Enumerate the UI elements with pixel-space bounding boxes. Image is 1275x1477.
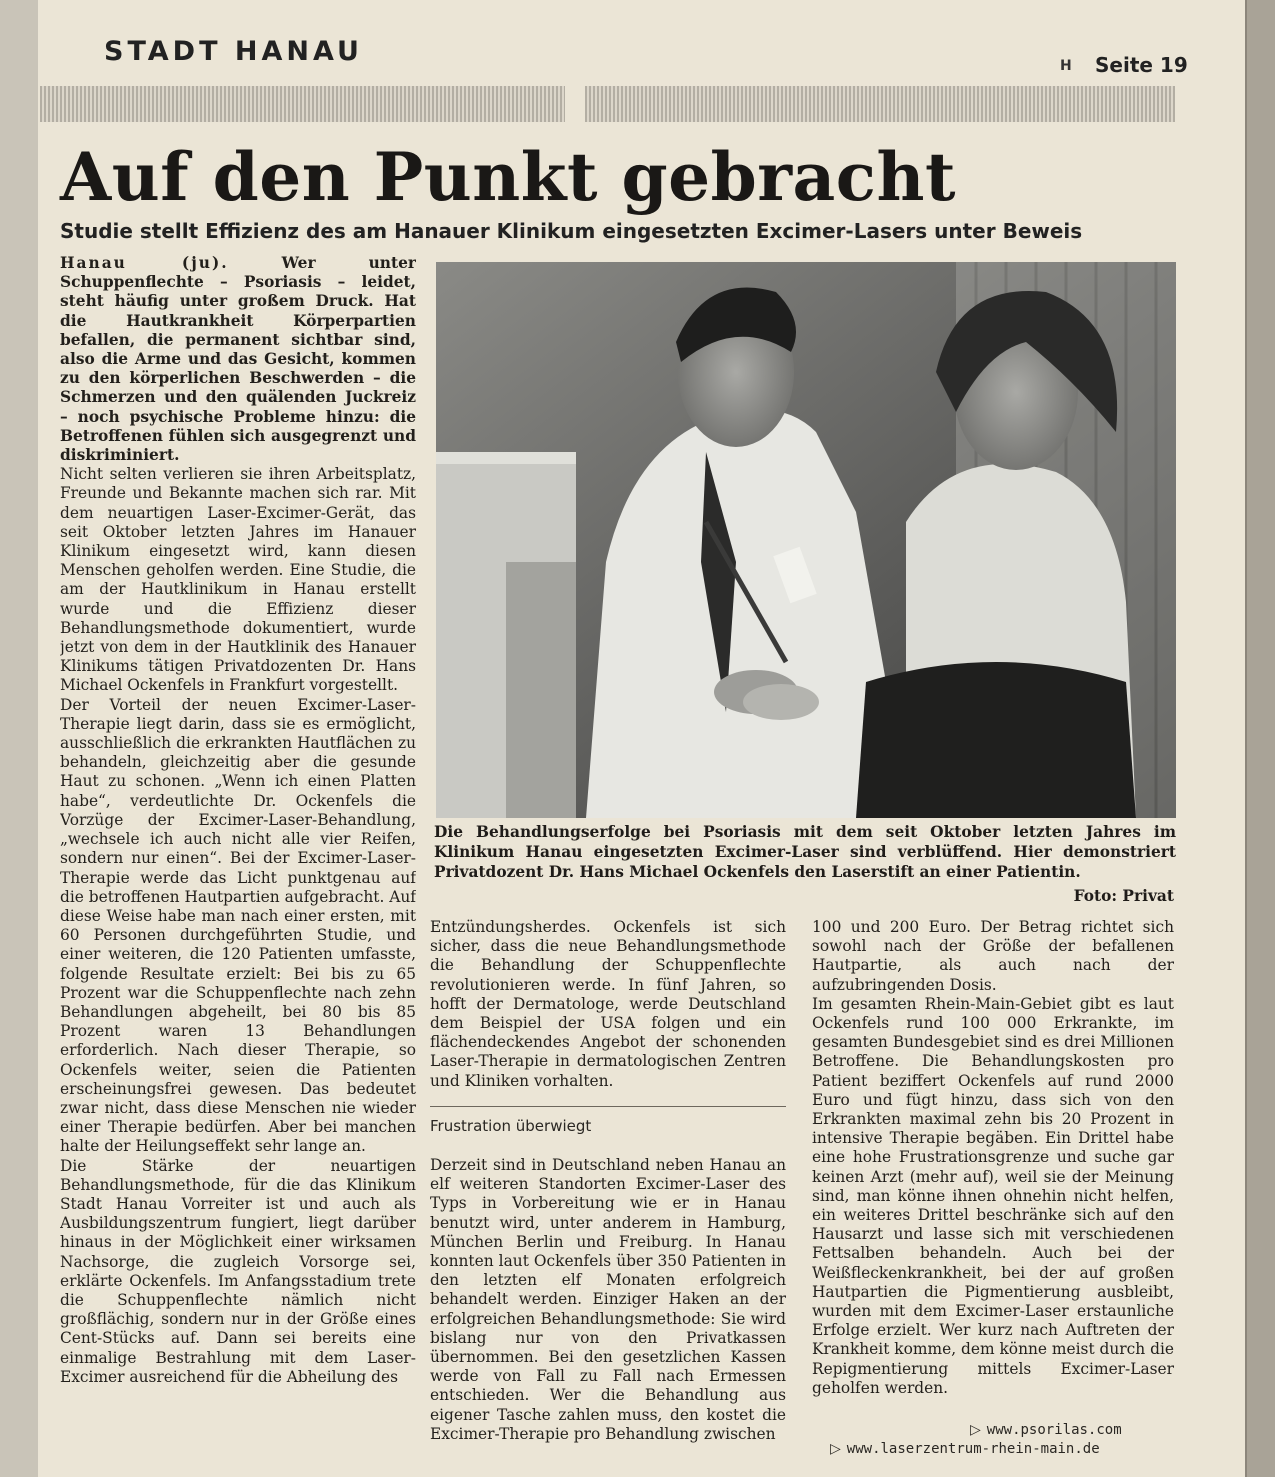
article-column-3 xyxy=(812,918,1174,1398)
paragraph: Nicht selten verlieren sie ihren Arbeitsplatz, Freunde und Bekannte machen sich rar. Mit dem neuartigen Laser-Excimer-Gerät, das seit Oktober letzten Jahres im Hanauer Klinikum eingesetzt wird, kann diesen Menschen geholfen werden. Eine Studie, die am der Hautklinikum in Hanau erstellt wurde und die Effizienz dieser Behandlungsmethode dokumentiert, wurde jetzt von dem in der Hautklinik des Hanauer Klinikums tätigen Privatdozenten Dr. Hans Michael Ockenfels in Frankfurt vorgestellt. xyxy=(60,465,416,695)
paragraph: 100 und 200 Euro. Der Betrag richtet sich sowohl nach der Größe der befallenen Hautpartie, als auch nach der aufzubringenden Dosis. xyxy=(812,918,1174,994)
paragraph: Entzündungsherdes. Ockenfels ist sich sicher, dass die neue Behandlungsmethode die Behandlung der Schuppenflechte revolutionieren werde. In fünf Jahren, so hofft der Dermatologe, werde Deutschland dem Beispiel der USA folgen und ein flächendeckendes Angebot der schonenden Laser-Therapie in dermatologischen Zentren und Kliniken vorhalten. xyxy=(430,918,786,1090)
header-rule-right xyxy=(585,86,1175,122)
article-column-1 xyxy=(60,254,416,1464)
dateline: Hanau (ju). xyxy=(60,254,229,272)
arrow-icon: ▷ xyxy=(970,1422,981,1438)
crosshead: Frustration überwiegt xyxy=(430,1106,786,1135)
paragraph: Der Vorteil der neuen Excimer-Laser-Therapie liegt darin, dass sie es ermöglicht, ausschließlich die erkrankten Hautflächen zu behandeln, gleichzeitig aber die gesunde Haut zu schonen. „Wenn ich einen Platten habe“, verdeutlichte Dr. Ockenfels die Vorzüge der Excimer-Laser-Behandlung, „wechsele ich auch nicht alle vier Reifen, sondern nur einen“. Bei der Excimer-Laser-Therapie werde das Licht punktgenau auf die betroffenen Hautpartien aufgebracht. Auf diese Weise habe man nach einer ersten, mit 60 Personen durchgeführten Studie, und einer weiteren, die 120 Patienten umfasste, folgende Resultate erzielt: Bei bis zu 65 Prozent war die Schuppenflechte nach zehn Behandlungen abgeheilt, bei 80 bis 85 Prozent waren 13 Behandlungen erforderlich. Nach dieser Therapie, so Ockenfels weiter, seien die Patienten erscheinungsfrei gewesen. Das bedeutet zwar nicht, dass diese Menschen nie wieder einer Therapie bedürfen. Aber bei manchen halte der Heilungseffekt sehr lange an. xyxy=(60,695,416,1156)
article-column-2-continued xyxy=(430,1156,786,1444)
scan-margin-right xyxy=(1245,0,1275,1477)
link-psorilas[interactable] xyxy=(970,1422,1122,1438)
lead-text: Wer unter Schuppenflechte – Psoriasis – leidet, steht häufig unter großem Druck. Hat die Hautkrankheit Körperpartien befallen, die permanent sichtbar sind, also die Arme und das Gesicht, kommen zu den körperlichen Beschwerden – die Schmerzen und den quälenden Juckreiz – noch psychische Probleme hinzu: die Betroffenen fühlen sich ausgegrenzt und diskriminiert. xyxy=(60,254,416,465)
section-title: STADT HANAU xyxy=(104,36,363,67)
arrow-icon: ▷ xyxy=(830,1441,841,1457)
scan-margin-left xyxy=(0,0,38,1477)
paragraph: Im gesamten Rhein-Main-Gebiet gibt es laut Ockenfels rund 100 000 Erkrankte, im gesamten Bundesgebiet sind es drei Millionen Betroffene. Die Behandlungskosten pro Patient beziffert Ockenfels auf rund 2000 Euro und fügt hinzu, dass sich von den Erkrankten maximal zehn bis 20 Prozent in intensive Therapie begäben. Ein Drittel habe eine hohe Frustrationsgrenze und suche gar keinen Arzt (mehr auf), weil sie der Meinung sind, man könne ihnen ohnehin nicht helfen, ein weiteres Drittel beschränke sich auf den Hausarzt und lasse sich mit verschiedenen Fettsalben behandeln. Auch bei der Weißfleckenkrankheit, bei der auf großen Hautpartien die Pigmentierung ausbleibt, wurden mit dem Excimer-Laser erstaunliche Erfolge erzielt. Wer kurz nach Auftreten der Krankheit komme, dem könne meist durch die Repigmentierung mittels Excimer-Laser geholfen werden. xyxy=(812,994,1174,1397)
photo-caption: Die Behandlungserfolge bei Psoriasis mit dem seit Oktober letzten Jahres im Klinikum Hanau eingesetzten Excimer-Laser sind verblüffend. Hier demonstriert Privatdozent Dr. Hans Michael Ockenfels den Laserstift an einer Patientin. xyxy=(434,823,1176,881)
link-text: www.laserzentrum-rhein-main.de xyxy=(846,1441,1100,1457)
photo-doctor-and-patient xyxy=(436,262,1176,818)
photo-credit: Foto: Privat xyxy=(1073,887,1174,905)
article-column-2 xyxy=(430,918,786,1091)
edition-mark: H xyxy=(1060,58,1072,74)
paragraph: Die Stärke der neuartigen Behandlungsmethode, für die das Klinikum Stadt Hanau Vorreiter ist und auch als Ausbildungszentrum fungiert, liegt darüber hinaus in der Möglichkeit einer wirksamen Nachsorge, die zugleich Vorsorge sei, erklärte Ockenfels. Im Anfangsstadium trete die Schuppenflechte nämlich nicht großflächig, sondern nur in der Größe eines Cent-Stücks auf. Dann sei bereits eine einmalige Bestrahlung mit dem Laser-Excimer ausreichend für die Abheilung des xyxy=(60,1156,416,1386)
paragraph: Derzeit sind in Deutschland neben Hanau an elf weiteren Standorten Excimer-Laser des Typs in Vorbereitung wie er in Hanau benutzt wird, unter anderem in Hamburg, München Berlin und Freiburg. In Hanau konnten laut Ockenfels über 350 Patienten in den letzten elf Monaten erfolgreich behandelt werden. Einziger Haken an der erfolgreichen Behandlungsmethode: Sie wird bislang nur von den Privatkassen übernommen. Bei den gesetzlichen Kassen werde von Fall zu Fall nach Ermessen entschieden. Wer die Behandlung aus eigener Tasche zahlen muss, den kostet die Excimer-Therapie pro Behandlung zwischen xyxy=(430,1156,786,1443)
link-text: www.psorilas.com xyxy=(986,1422,1122,1438)
article-headline: Auf den Punkt gebracht xyxy=(60,138,956,216)
header-rule-left xyxy=(40,86,565,122)
article-photo xyxy=(436,262,1176,818)
page-number: Seite 19 xyxy=(1095,53,1188,77)
link-laserzentrum[interactable] xyxy=(830,1441,1100,1457)
article-subheadline: Studie stellt Effizienz des am Hanauer Klinikum eingesetzten Excimer-Lasers unter Beweis xyxy=(60,219,1083,243)
article-lead xyxy=(60,254,416,465)
